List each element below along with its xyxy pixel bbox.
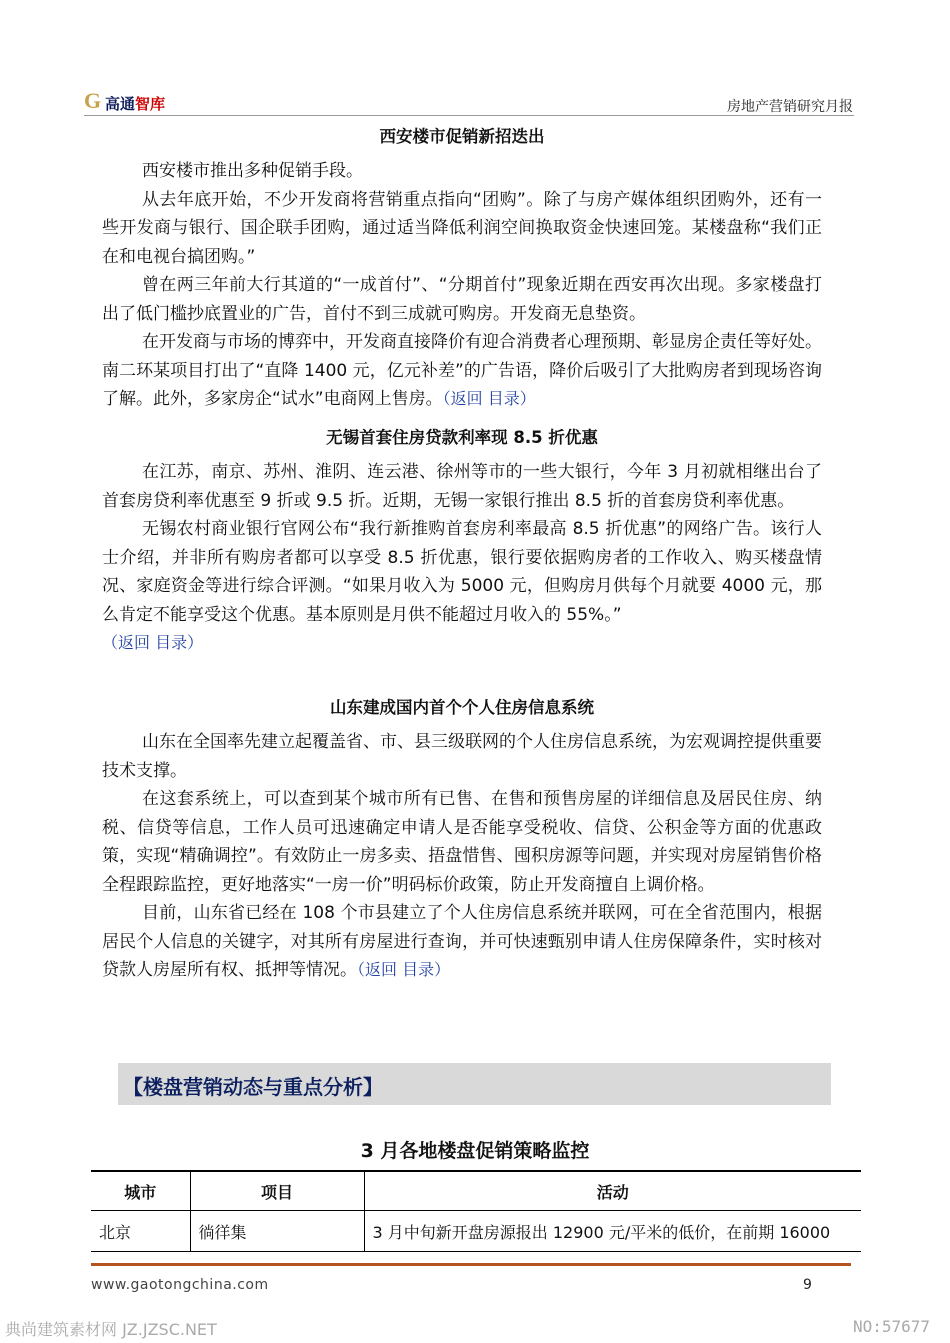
footer-divider xyxy=(91,1263,851,1266)
logo-brand-part2: 智库 xyxy=(135,95,166,113)
article-paragraph: 在江苏，南京、苏州、淮阴、连云港、徐州等市的一些大银行，今年 3 月初就相继出台了首套房贷利率优惠至 9 折或 9.5 折。近期，无锡一家银行推出 8.5 折的首套房贷利率优惠。 xyxy=(102,462,822,511)
column-header-project: 项目 xyxy=(190,1171,364,1211)
logo-brand xyxy=(105,93,165,114)
header-divider xyxy=(84,115,854,116)
cell-project: 徜徉集 xyxy=(190,1211,364,1252)
watermark-left: 典尚建筑素材网 JZ.JZSC.NET xyxy=(5,1320,217,1339)
header-title: 房地产营销研究月报 xyxy=(727,99,853,115)
column-header-activity: 活动 xyxy=(364,1171,861,1211)
logo xyxy=(84,88,194,114)
footer-url: www.gaotongchina.com xyxy=(91,1277,269,1293)
article-shandong xyxy=(102,694,822,985)
table-header-row xyxy=(91,1171,861,1211)
table-title: 3 月各地楼盘促销策略监控 xyxy=(360,1140,590,1162)
back-to-toc-link[interactable]: （返回 目录） xyxy=(357,960,451,979)
promotion-monitor-table xyxy=(91,1170,861,1252)
article-paragraph: 西安楼市推出多种促销手段。 xyxy=(142,161,363,181)
column-header-city: 城市 xyxy=(91,1171,190,1211)
article-paragraph-text: 在开发商与市场的博弈中，开发商直接降价有迎合消费者心理预期、彰显房企责任等好处。南二环某项目打出了“直降 1400 元，亿元补差”的广告语，降价后吸引了大批购房者到现场咨询了解。此外，多家房企“试水”电商网上售房。 xyxy=(102,332,822,409)
section-heading: 【楼盘营销动态与重点分析】 xyxy=(123,1075,383,1099)
cell-city: 北京 xyxy=(91,1211,190,1252)
article-title: 山东建成国内首个个人住房信息系统 xyxy=(330,698,594,717)
back-to-toc-link[interactable]: （返回 目录） xyxy=(102,633,204,652)
article-xian xyxy=(102,123,822,414)
article-wuxi xyxy=(102,424,822,658)
page-number: 9 xyxy=(803,1277,812,1293)
article-paragraph: 在这套系统上，可以查到某个城市所有已售、在售和预售房屋的详细信息及居民住房、纳税、信贷等信息，工作人员可迅速确定申请人是否能享受税收、信贷、公积金等方面的优惠政策，实现“精确调控”。有效防止一房多卖、捂盘惜售、囤积房源等问题，并实现对房屋销售价格全程跟踪监控，更好地落实“一房一价”明码标价政策，防止开发商擅自上调价格。 xyxy=(102,789,822,895)
table-row xyxy=(91,1211,861,1252)
article-paragraph: 曾在两三年前大行其道的“一成首付”、“分期首付”现象近期在西安再次出现。多家楼盘打出了低门槛抄底置业的广告，首付不到三成就可购房。开发商无息垫资。 xyxy=(102,275,822,324)
article-paragraph: 山东在全国率先建立起覆盖省、市、县三级联网的个人住房信息系统，为宏观调控提供重要技术支撑。 xyxy=(102,732,822,781)
logo-brand-part1: 高通 xyxy=(105,95,136,113)
section-heading-bar xyxy=(118,1063,831,1105)
article-paragraph-text: 目前，山东省已经在 108 个市县建立了个人住房信息系统并联网，可在全省范围内，根据居民个人信息的关键字，对其所有房屋进行查询，并可快速甄别申请人住房保障条件，实时核对贷款人房屋所有权、抵押等情况。 xyxy=(102,903,822,980)
watermark-right: NO:57677 xyxy=(852,1317,930,1336)
article-paragraph: 从去年底开始，不少开发商将营销重点指向“团购”。除了与房产媒体组织团购外，还有一些开发商与银行、国企联手团购，通过适当降低利润空间换取资金快速回笼。某楼盘称“我们正在和电视台搞团购。” xyxy=(102,189,822,267)
article-title: 西安楼市促销新招迭出 xyxy=(379,127,545,146)
article-paragraph xyxy=(102,629,822,658)
article-paragraph xyxy=(102,899,822,985)
article-title: 无锡首套住房贷款利率现 8.5 折优惠 xyxy=(326,428,598,447)
logo-mark: G xyxy=(84,88,102,113)
article-paragraph: 无锡农村商业银行官网公布“我行新推购首套房利率最高 8.5 折优惠”的网络广告。该行人士介绍，并非所有购房者都可以享受 8.5 折优惠，银行要依据购房者的工作收入、购买楼盘情况、家庭资金等进行综合评测。“如果月收入为 5000 元，但购房月供每个月就要 4000 元，那么肯定不能享受这个优惠。基本原则是月供不能超过月收入的 55%。” xyxy=(102,519,822,625)
back-to-toc-link[interactable]: （返回 目录） xyxy=(442,389,536,408)
cell-activity: 3 月中旬新开盘房源报出 12900 元/平米的低价，在前期 16000 xyxy=(364,1211,861,1252)
article-paragraph xyxy=(102,328,822,414)
